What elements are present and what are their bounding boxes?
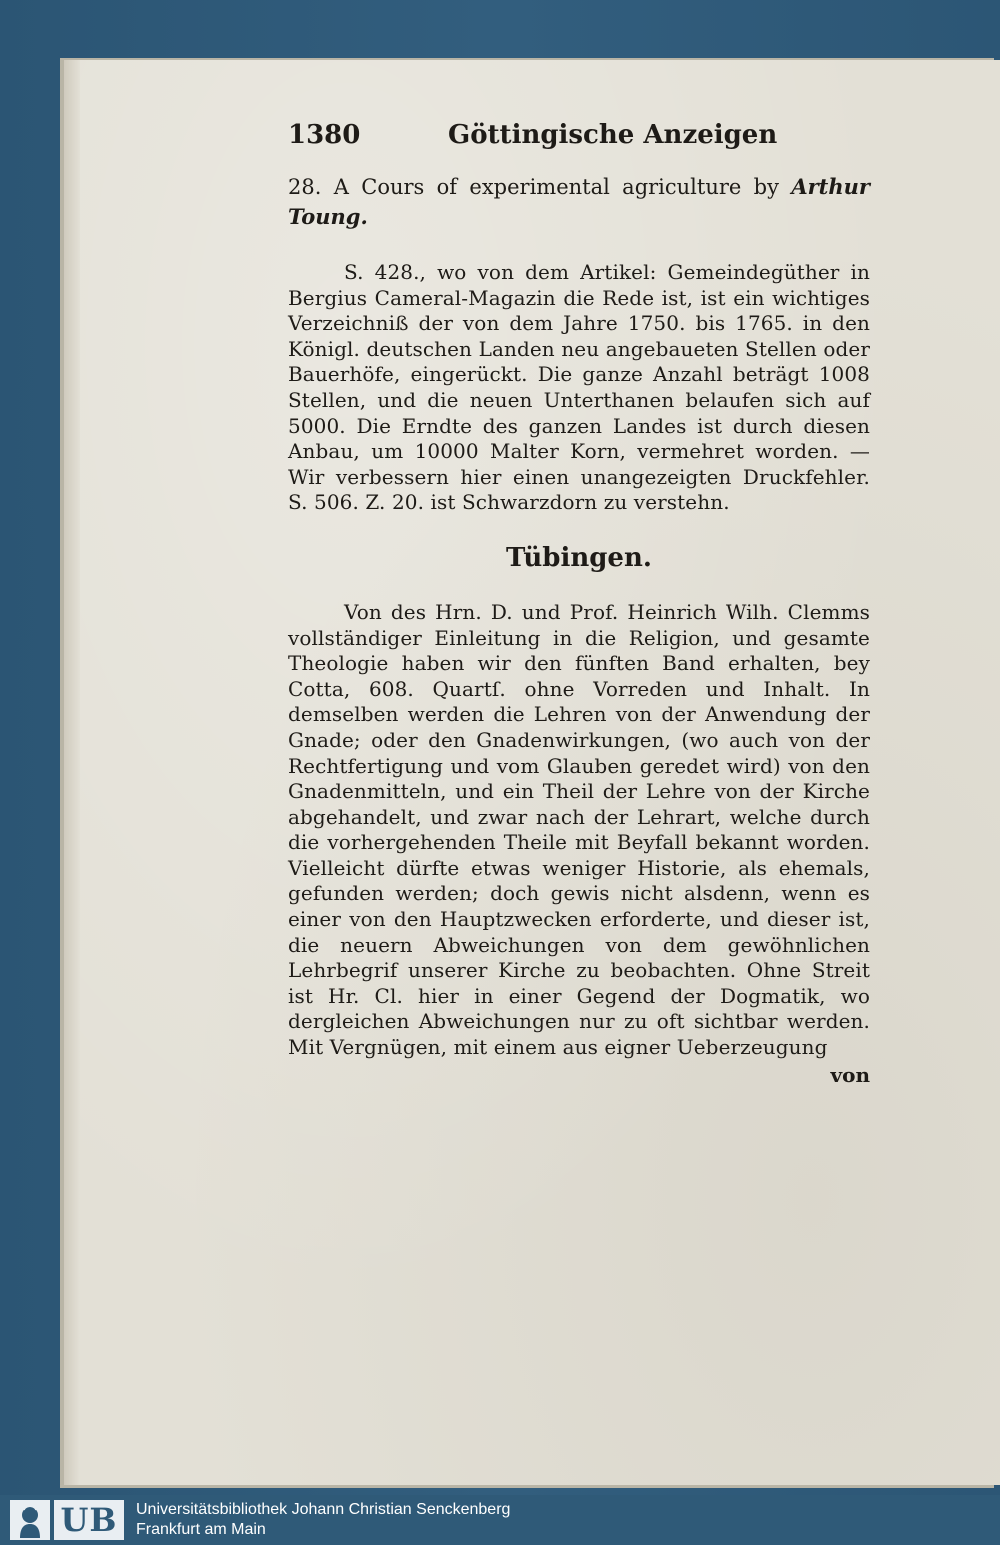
footer-text: [136, 1500, 510, 1540]
running-title: Göttingische Anzeigen: [448, 120, 778, 150]
ub-logo-text: UB: [54, 1500, 124, 1540]
portrait-bust-icon: [10, 1500, 50, 1540]
entry-title-text: 28. A Cours of experimental agriculture by: [288, 175, 792, 199]
page-header: [288, 120, 870, 168]
library-logo[interactable]: [10, 1500, 124, 1540]
entry-author: Arthur Toung.: [288, 174, 870, 229]
catchword: von: [830, 1062, 870, 1087]
footer-bar: [0, 1495, 1000, 1545]
paragraph-2: Von des Hrn. D. und Prof. Heinrich Wilh. Clemms vollständiger Einleitung in die Religion, und gesamte Theologie haben wir den fünften Band erhalten, bey Cotta, 608. Quartſ. ohne Vorreden und Inhalt. In demselben werden die Lehren von der Anwendung der Gnade; oder den Gnadenwirkungen, (wo auch von der Rechtfertigung und vom Glauben geredet wird) von den Gnadenmitteln, und ein Theil der Lehre von der Kirche abgehandelt, und zwar nach der Lehrart, welche durch die vorhergehenden Theile mit Beyfall bekannt worden. Vielleicht dürfte etwas weniger Historie, als ehemals, gefunden werden; doch gewis nicht alsdenn, wenn es einer von den Hauptzwecken erforderte, und dieser ist, die neuern Abweichungen von dem gewöhnlichen Lehrbegrif unserer Kirche zu beobachten. Ohne Streit ist Hr. Cl. hier in einer Gegend der Dogmatik, wo dergleichen Abweichungen nur zu oft sichtbar werden. Mit Vergnügen, mit einem aus eigner Ueberzeugung: [288, 599, 870, 1060]
page-fold: [64, 60, 80, 1485]
page-text-block: [288, 120, 870, 1087]
page-number: 1380: [288, 120, 361, 150]
paragraph-1: S. 428., wo von dem Artikel: Gemeindegüther in Bergius Cameral-Magazin die Rede ist, ist ein wichtiges Verzeichniß der von dem Jahre 1750. bis 1765. in den Königl. deutschen Landen neu angebaueten Stellen oder Bauerhöfe, eingerückt. Die ganze Anzahl beträgt 1008 Stellen, und die neuen Unterthanen belaufen sich auf 5000. Die Erndte des ganzen Landes ist durch diesen Anbau, um 10000 Malter Korn, vermehret worden. — Wir verbessern hier einen unangezeigten Druckfehler. S. 506. Z. 20. ist Schwarzdorn zu verstehn.: [288, 260, 870, 515]
footer-line-2: Frankfurt am Main: [136, 1521, 266, 1538]
footer-line-1: Universitätsbibliothek Johann Christian Senckenberg: [136, 1501, 511, 1518]
section-heading: Tübingen.: [506, 542, 652, 573]
entry-title: [288, 172, 870, 232]
